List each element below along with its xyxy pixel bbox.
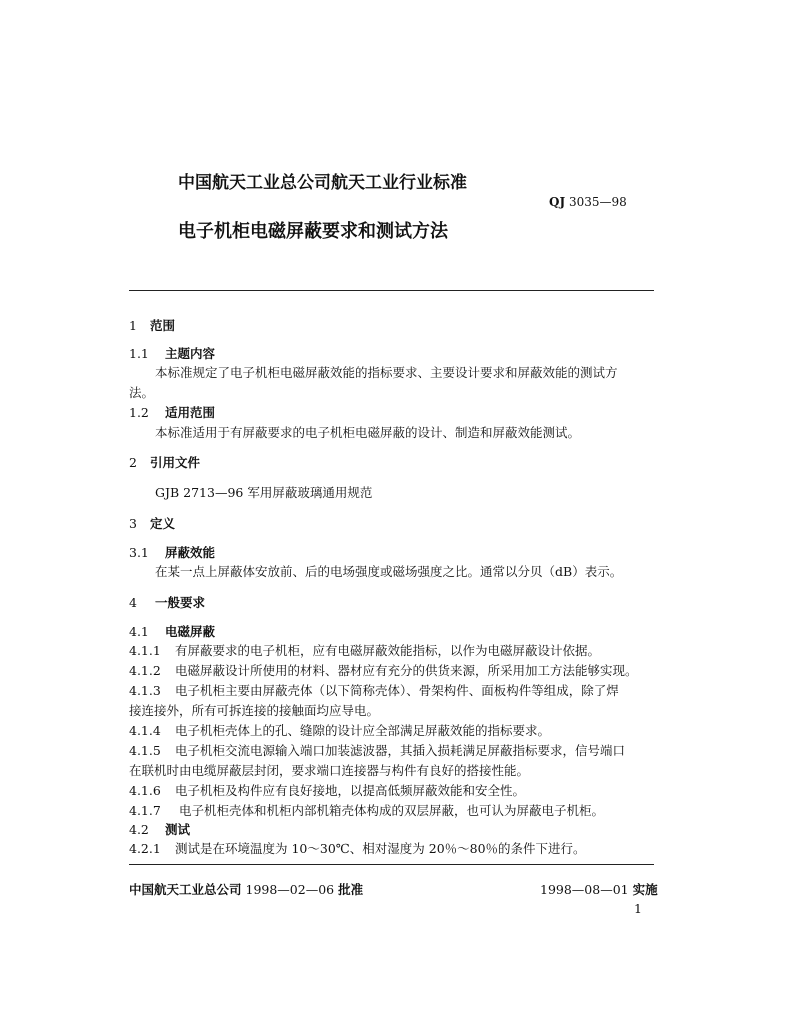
section-4-2-1 [129,839,586,857]
section-text: 有屏蔽要求的电子机柜，应有电磁屏蔽效能指标，以作为电磁屏蔽设计依据。 [175,643,601,658]
section-number: 4.1.4 [129,723,161,738]
section-text: 电子机柜交流电源输入端口加装滤波器，其插入损耗满足屏蔽指标要求，信号端口 [175,743,626,758]
section-text: 电磁屏蔽设计所使用的材料、器材应有充分的供货来源，所采用加工方法能够实现。 [175,663,638,678]
section-4-1-6 [129,781,525,799]
section-number: 4.1.3 [129,683,161,698]
section-number: 4.1 [129,624,149,639]
section-title: 范围 [150,318,176,333]
approval-label: 批准 [338,882,364,897]
section-number: 1 [129,318,137,333]
section-3-heading [129,514,175,532]
section-4-1-3 [129,681,619,699]
section-4-1-3-cont: 接连接外，所有可拆连接的接触面均应导电。 [129,703,380,718]
section-number: 2 [129,455,137,470]
section-4-1-4 [129,721,550,739]
section-title: 一般要求 [155,595,206,610]
section-title: 适用范围 [165,405,216,420]
section-text: 电子机柜主要由屏蔽壳体（以下简称壳体）、骨架构件、面板构件等组成，除了焊 [175,683,619,698]
section-3-1-text: 在某一点上屏蔽体安放前、后的电场强度或磁场强度之比。通常以分贝（dB）表示。 [155,564,623,579]
section-text: 电子机柜及构件应有良好接地，以提高低频屏蔽效能和安全性。 [175,783,526,798]
document-title: 电子机柜电磁屏蔽要求和测试方法 [178,221,448,242]
section-4-heading [129,593,205,611]
section-text: 电子机柜壳体上的孔、缝隙的设计应全部满足屏蔽效能的指标要求。 [175,723,551,738]
section-number: 4.1.2 [129,663,161,678]
section-title: 主题内容 [165,346,216,361]
header-divider [129,290,654,291]
section-1-1-text: 本标准规定了电子机柜电磁屏蔽效能的指标要求、主要设计要求和屏蔽效能的测试方 [155,365,618,380]
section-1-2-text: 本标准适用于有屏蔽要求的电子机柜电磁屏蔽的设计、制造和屏蔽效能测试。 [155,425,581,440]
standard-code-number: 3035—98 [568,195,627,209]
section-number: 3 [129,516,137,531]
approval-date: 1998—02—06 [245,882,335,897]
section-4-1-5 [129,741,625,759]
section-title: 屏蔽效能 [165,545,216,560]
standard-code [549,195,627,209]
section-number: 4.2 [129,822,149,837]
standard-organization-heading: 中国航天工业总公司航天工业行业标准 [178,173,467,193]
section-1-1-text-cont: 法。 [129,385,155,400]
section-title: 定义 [150,516,176,531]
section-3-1-heading [129,543,215,561]
reference-document: GJB 2713—96 军用屏蔽玻璃通用规范 [155,485,373,500]
section-2-heading [129,453,200,471]
effective-date: 1998—08—01 [540,882,629,897]
standard-code-prefix: QJ [549,195,566,209]
section-4-1-5-cont: 在联机时由电缆屏蔽层封闭，要求端口连接器与构件有良好的搭接性能。 [129,763,530,778]
approval-line [129,880,363,898]
approving-organization: 中国航天工业总公司 [129,882,242,897]
section-1-heading [129,316,175,334]
section-number: 1.2 [129,405,149,420]
section-4-1-1 [129,641,600,659]
section-4-1-heading [129,622,215,640]
section-1-2-heading [129,403,215,421]
section-4-1-2 [129,661,638,679]
section-4-1-7 [129,801,604,819]
section-title: 测试 [165,822,191,837]
section-text: 电子机柜壳体和机柜内部机箱壳体构成的双层屏蔽，也可认为屏蔽电子机柜。 [179,803,605,818]
effective-line [540,880,658,898]
footer-divider [129,864,654,865]
section-title: 引用文件 [150,455,201,470]
section-number: 4.1.6 [129,783,161,798]
section-number: 3.1 [129,545,149,560]
section-number: 4.1.5 [129,743,161,758]
section-number: 4.1.1 [129,643,161,658]
page-number: 1 [634,901,642,916]
effective-label: 实施 [632,882,658,897]
section-text: 测试是在环境温度为 10～30℃、相对湿度为 20％～80％的条件下进行。 [175,841,586,856]
section-title: 电磁屏蔽 [165,624,216,639]
section-1-1-heading [129,344,215,362]
section-4-2-heading [129,820,190,838]
section-number: 4.1.7 [129,803,161,818]
section-number: 4.2.1 [129,841,161,856]
section-number: 4 [129,595,137,610]
section-number: 1.1 [129,346,149,361]
